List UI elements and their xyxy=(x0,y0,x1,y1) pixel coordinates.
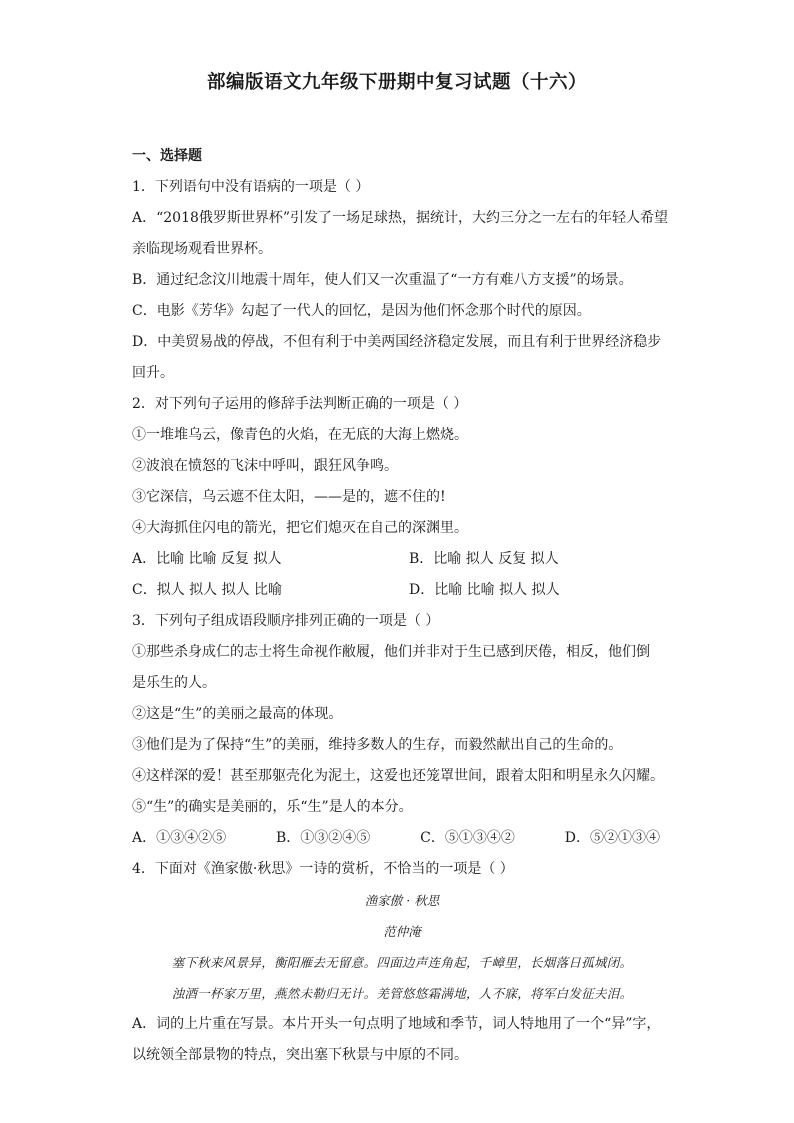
sentence-1: ①一堆堆乌云，像青色的火焰，在无底的大海上燃烧。 xyxy=(132,427,468,443)
question-stem: 2．对下列句子运用的修辞手法判断正确的一项是（ ） xyxy=(132,396,468,412)
option-c: C．⑤①③④② xyxy=(420,830,515,846)
poem-line-1: 塞下秋来风景异，衡阳雁去无留意。四面边声连角起，千嶂里，长烟落日孤城闭。 xyxy=(171,955,633,970)
option-a: A．①③④②⑤ xyxy=(132,830,227,846)
option-c: C．拟人 拟人 拟人 比喻 xyxy=(132,582,283,598)
option-a: A．比喻 比喻 反复 拟人 xyxy=(132,551,282,567)
sentence-4: ④大海抓住闪电的箭光，把它们熄灭在自己的深渊里。 xyxy=(132,520,468,536)
section-heading: 一、选择题 xyxy=(132,148,202,164)
sentence-2: ②波浪在愤怒的飞沫中呼叫，跟狂风争鸣。 xyxy=(132,458,398,474)
option-c: C．电影《芳华》勾起了一代人的回忆，是因为他们怀念那个时代的原因。 xyxy=(132,303,591,319)
question-2 xyxy=(132,389,672,606)
question-1 xyxy=(132,172,672,389)
question-stem: 3．下列句子组成语段顺序排列正确的一项是（ ） xyxy=(132,613,440,629)
page-title: 部编版语文九年级下册期中复习试题（十六） xyxy=(206,72,587,93)
option-d-cont: 回升。 xyxy=(132,365,174,381)
poem-title: 渔家傲 · 秋思 xyxy=(364,893,440,908)
sentence-1: ①那些杀身成仁的志士将生命视作敝履，他们并非对于生已感到厌倦，相反，他们倒 xyxy=(132,644,650,660)
sentence-2: ②这是“生”的美丽之最高的体现。 xyxy=(132,706,343,722)
question-3 xyxy=(132,606,672,854)
option-a-cont: 以统领全部景物的特点，突出塞下秋景与中原的不同。 xyxy=(132,1047,468,1063)
option-a-cont: 亲临现场观看世界杯。 xyxy=(132,241,272,257)
option-a: A．词的上片重在写景。本片开头一句点明了地域和季节，词人特地用了一个“异”字， xyxy=(132,1016,661,1032)
question-stem: 1．下列语句中没有语病的一项是（ ） xyxy=(132,179,370,195)
question-4 xyxy=(132,854,672,1071)
option-b: B．①③②④⑤ xyxy=(276,830,371,846)
poem-author: 范仲淹 xyxy=(383,924,421,939)
options-row-1 xyxy=(132,544,672,575)
option-b: B．比喻 拟人 反复 拟人 xyxy=(409,551,559,567)
options-row xyxy=(132,823,660,854)
sentence-4: ④这样深的爱！甚至那躯壳化为泥土，这爱也还笼罩世间，跟着太阳和明星永久闪耀。 xyxy=(132,768,664,784)
sentence-5: ⑤“生”的确实是美丽的，乐“生”是人的本分。 xyxy=(132,799,413,815)
sentence-1-cont: 是乐生的人。 xyxy=(132,675,216,691)
option-d: D．比喻 比喻 拟人 拟人 xyxy=(409,582,560,598)
options-row-2 xyxy=(132,575,672,606)
poem-line-2: 浊酒一杯家万里，燕然未勒归无计。羌管悠悠霜满地，人不寐，将军白发征夫泪。 xyxy=(171,986,633,1001)
question-stem: 4．下面对《渔家傲·秋思》一诗的赏析，不恰当的一项是（ ） xyxy=(132,861,514,877)
exam-content xyxy=(132,141,672,1071)
option-d: D．中美贸易战的停战，不但有利于中美两国经济稳定发展，而且有利于世界经济稳步 xyxy=(132,334,662,350)
option-b: B．通过纪念汶川地震十周年，使人们又一次重温了“一方有难八方支援”的场景。 xyxy=(132,272,633,288)
sentence-3: ③它深信，乌云遮不住太阳，——是的，遮不住的! xyxy=(132,489,446,505)
sentence-3: ③他们是为了保持“生”的美丽，维持多数人的生存，而毅然献出自己的生命的。 xyxy=(132,737,623,753)
option-d: D．⑤②①③④ xyxy=(564,830,660,846)
option-a: A．“2018俄罗斯世界杯”引发了一场足球热，据统计，大约三分之一左右的年轻人希望 xyxy=(132,210,669,226)
